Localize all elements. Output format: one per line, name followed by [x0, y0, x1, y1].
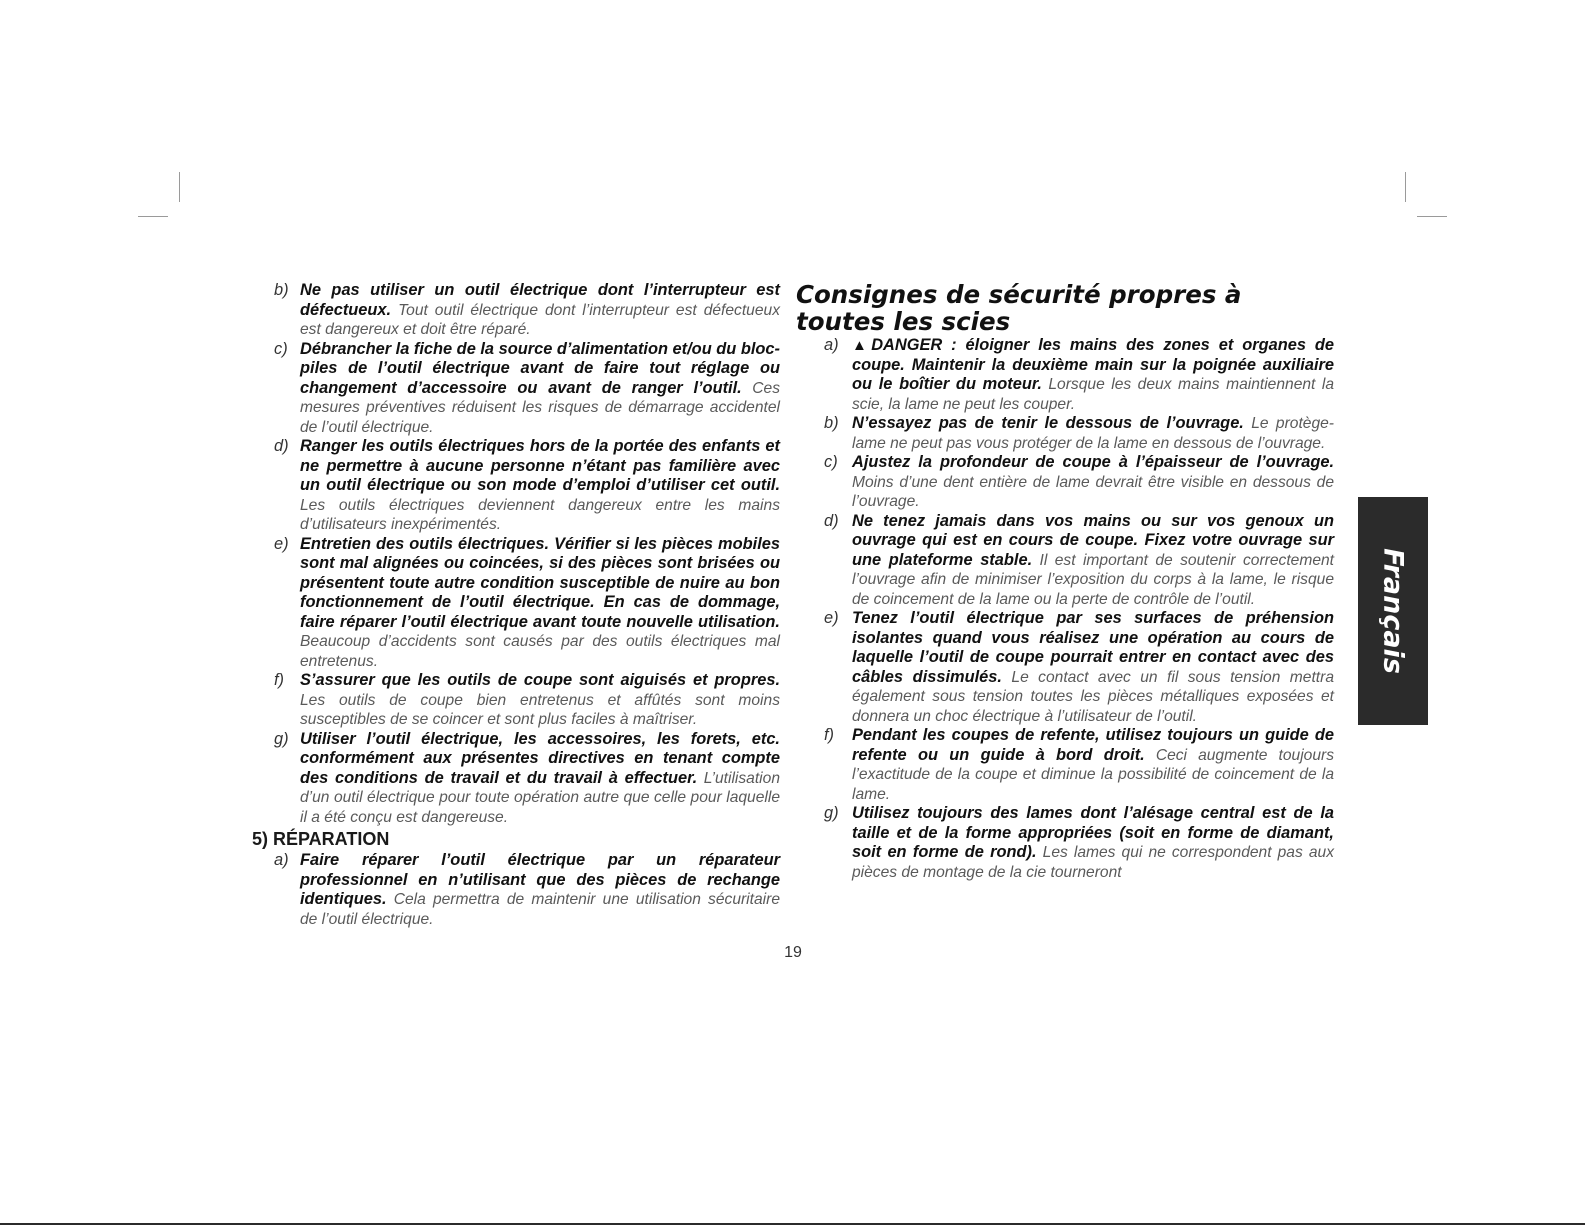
item-marker: b): [274, 281, 289, 299]
item-list: [252, 281, 780, 827]
item-marker: e): [274, 534, 289, 553]
item-list: [804, 414, 1334, 882]
item-marker: a): [274, 851, 289, 869]
list-item: [252, 340, 780, 438]
list-item: [804, 453, 1334, 512]
item-marker: g): [274, 729, 289, 748]
item-normal-text: Ces mesures préventives réduisent les risques de démarrage accidentel de l’outil électrique.: [300, 379, 780, 436]
item-bold-text: S’assurer que les outils de coupe sont aiguisés et propres.: [300, 671, 780, 689]
item-marker: f): [274, 671, 285, 689]
item-bold-text: Ranger les outils électriques hors de la portée des enfants et ne permettre à aucune personne n’étant pas familière avec un outil électrique ou son mode d’emploi d’utiliser cet outil.: [300, 437, 780, 494]
list-item: [804, 726, 1334, 804]
crop-mark: [138, 216, 168, 217]
crop-mark: [179, 172, 180, 202]
item-normal-text: Lorsque les deux mains maintiennent la scie, la lame ne peut les couper.: [852, 376, 1335, 413]
item-normal-text: Il est important de soutenir correctement l’ouvrage afin de minimiser l’exposition du corps à la lame, le risque de coincement de la lame ou la perte de contrôle de l’outil.: [852, 551, 1334, 608]
item-normal-text: Moins d’une dent entière de lame devrait être visible en dessous de l’ouvrage.: [852, 473, 1334, 510]
list-item: [804, 512, 1334, 610]
left-column: [252, 281, 780, 929]
item-bold-text: Débrancher la fiche de la source d’alimentation et/ou du bloc-piles de l’outil électrique avant de faire tout réglage ou changement d’accessoire ou avant de ranger l’outil.: [300, 339, 780, 397]
crop-mark: [1405, 172, 1406, 202]
item-bold-text: Ne pas utiliser un outil électrique dont l’interrupteur est défectueux.: [300, 281, 780, 319]
item-bold-text: Pendant les coupes de refente, utilisez toujours un guide de refente ou un guide à bord droit.: [852, 726, 1334, 764]
language-tab-label: Français: [1377, 548, 1409, 674]
item-marker: e): [824, 609, 839, 627]
item-bold-text: Ne tenez jamais dans vos mains ou sur vos genoux un ouvrage qui est en cours de coupe. Fixez votre ouvrage sur une plateforme stable.: [852, 511, 1334, 569]
item-normal-text: Cela permettra de maintenir une utilisation sécuritaire de l’outil électrique.: [300, 891, 780, 928]
list-item: [252, 671, 780, 730]
item-bold-text: N’essayez pas de tenir le dessous de l’ouvrage.: [852, 414, 1244, 432]
item-marker: d): [824, 511, 839, 530]
item-bold-text: Utiliser l’outil électrique, les accessoires, les forets, etc. conformément aux présentes directives en tenant compte des conditions de travail et du travail à effectuer.: [300, 729, 780, 787]
item-normal-text: Les outils électriques deviennent dangereux entre les mains d’utilisateurs inexpérimentés.: [300, 496, 780, 533]
list-item: [804, 804, 1334, 882]
list-item: [252, 437, 780, 535]
item-normal-text: Le contact avec un fil sous tension mettra également sous tension toutes les pièces métalliques exposées et donnera un choc électrique à l’utilisateur de l’outil.: [852, 668, 1335, 725]
item-bold-text: Faire réparer l’outil électrique par un réparateur professionnel en n’utilisant que des pièces de rechange identiques.: [300, 851, 780, 908]
warning-triangle-icon: ▲: [852, 337, 872, 354]
danger-item: [804, 336, 1334, 414]
item-bold-text: Ajustez la profondeur de coupe à l’épaisseur de l’ouvrage.: [852, 453, 1334, 471]
item-bold-text: DANGER : éloigner les mains des zones et organes de coupe. Maintenir la deuxième main sur la poignée auxiliaire ou le boîtier du moteur.: [852, 336, 1334, 393]
item-marker: g): [824, 804, 839, 822]
language-tab: [1358, 497, 1428, 725]
crop-mark: [1417, 216, 1447, 217]
item-bold-text: Utilisez toujours des lames dont l’alésage central est de la taille et de la forme appropriées (soit en forme de diamant, soit en forme de rond).: [852, 804, 1334, 861]
list-item: [804, 414, 1334, 453]
list-item: [252, 281, 780, 340]
item-normal-text: Les lames qui ne correspondent pas aux pièces de montage de la cie tourneront: [852, 844, 1335, 881]
item-marker: c): [274, 339, 288, 358]
item-normal-text: Les outils de coupe bien entretenus et affûtés sont moins susceptibles de se coincer et sont plus faciles à maîtriser.: [300, 691, 780, 728]
item-normal-text: Le protège-lame ne peut pas vous protéger de la lame en dessous de l’ouvrage.: [852, 415, 1334, 452]
item-bold-text: Tenez l’outil électrique par ses surfaces de préhension isolantes quand vous réalisez une opération au cours de laquelle l’outil de coupe pourrait entrer en contact avec des câbles dissimulés.: [852, 609, 1334, 686]
item-marker: d): [274, 437, 289, 455]
item-list: [252, 851, 780, 929]
list-item: [252, 535, 780, 672]
list-item: [252, 730, 780, 828]
item-marker: b): [824, 414, 839, 432]
item-marker: a): [824, 336, 839, 354]
section-heading: 5) RÉPARATION: [252, 829, 390, 849]
item-marker: c): [824, 453, 838, 471]
page-number: 19: [784, 944, 802, 961]
item-normal-text: Tout outil électrique dont l’interrupteur est défectueux est dangereux et doit être réparé.: [300, 301, 780, 338]
item-marker: f): [824, 726, 835, 744]
item-normal-text: L’utilisation d’un outil électrique pour toute opération autre que celle pour laquelle il a été conçu est dangereuse.: [300, 769, 780, 826]
item-bold-text: Entretien des outils électriques. Vérifier si les pièces mobiles sont mal alignées ou coincées, si des pièces sont brisées ou présentent toute autre condition susceptible de nuire au bon fonctionnement de l’outil électrique. En cas de dommage, faire réparer l’outil électrique avant toute nouvelle utilisation.: [300, 534, 780, 631]
item-normal-text: Beaucoup d’accidents sont causés par des outils électriques mal entretenus.: [300, 633, 780, 670]
list-item: [804, 609, 1334, 726]
item-normal-text: Ceci augmente toujours l’exactitude de la coupe et diminue la possibilité de coincement de la lame.: [852, 746, 1335, 803]
right-column: [796, 280, 1335, 882]
page-title: Consignes de sécurité propres à toutes les scies: [796, 280, 1242, 336]
list-item: [252, 851, 780, 929]
